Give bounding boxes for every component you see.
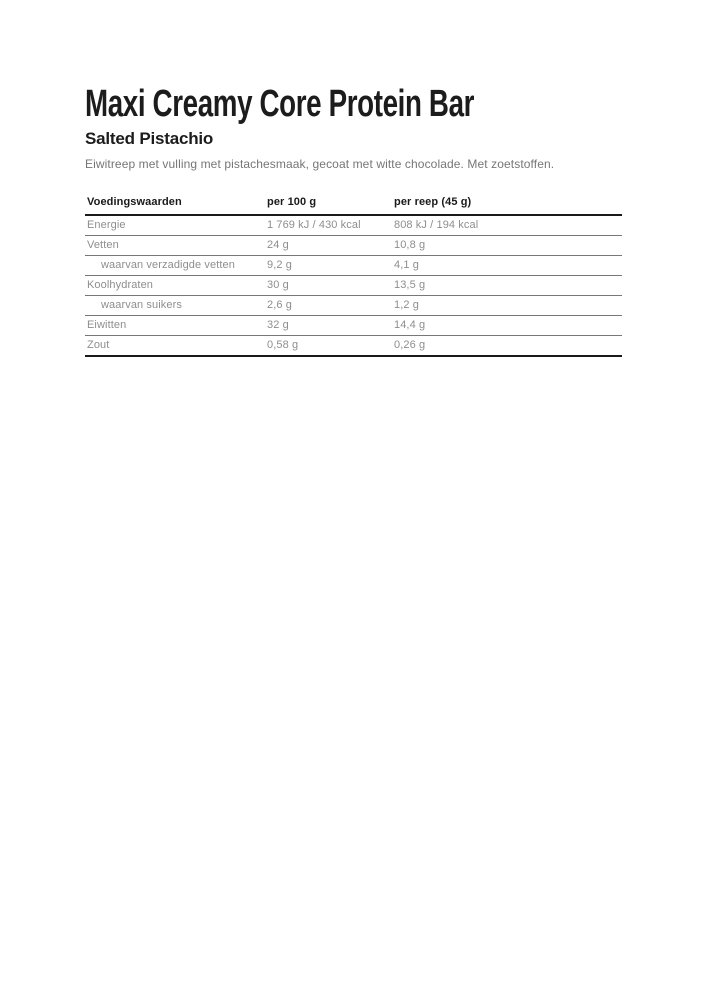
nutrition-table-header-row xyxy=(85,196,622,215)
cell-label: Koolhydraten xyxy=(85,276,265,296)
column-header-per-100g: per 100 g xyxy=(265,196,392,215)
cell-per-100g: 24 g xyxy=(265,236,392,256)
table-row xyxy=(85,215,622,236)
cell-per-100g: 1 769 kJ / 430 kcal xyxy=(265,215,392,236)
cell-per-reep: 13,5 g xyxy=(392,276,622,296)
cell-label: Eiwitten xyxy=(85,316,265,336)
table-row xyxy=(85,256,622,276)
column-header-voedingswaarden: Voedingswaarden xyxy=(85,196,265,215)
page-title: Maxi Creamy Core Protein Bar xyxy=(85,83,475,125)
cell-label: waarvan suikers xyxy=(85,296,265,316)
table-row xyxy=(85,236,622,256)
cell-per-reep: 808 kJ / 194 kcal xyxy=(392,215,622,236)
cell-label: Zout xyxy=(85,336,265,357)
cell-per-100g: 30 g xyxy=(265,276,392,296)
table-row xyxy=(85,336,622,357)
table-row xyxy=(85,296,622,316)
cell-per-reep: 10,8 g xyxy=(392,236,622,256)
cell-per-reep: 1,2 g xyxy=(392,296,622,316)
cell-per-reep: 0,26 g xyxy=(392,336,622,357)
nutrition-table xyxy=(85,196,622,357)
table-row xyxy=(85,316,622,336)
cell-label: waarvan verzadigde vetten xyxy=(85,256,265,276)
content-area xyxy=(85,84,622,357)
cell-per-100g: 9,2 g xyxy=(265,256,392,276)
cell-label: Energie xyxy=(85,215,265,236)
cell-per-reep: 14,4 g xyxy=(392,316,622,336)
cell-per-100g: 2,6 g xyxy=(265,296,392,316)
table-row xyxy=(85,276,622,296)
column-header-per-reep: per reep (45 g) xyxy=(392,196,622,215)
product-flavor-subtitle: Salted Pistachio xyxy=(85,129,214,148)
cell-label: Vetten xyxy=(85,236,265,256)
product-description: Eiwitreep met vulling met pistachesmaak, gecoat met witte chocolade. Met zoetstoffen. xyxy=(85,157,555,171)
nutrition-table-body xyxy=(85,215,622,356)
cell-per-100g: 32 g xyxy=(265,316,392,336)
cell-per-reep: 4,1 g xyxy=(392,256,622,276)
cell-per-100g: 0,58 g xyxy=(265,336,392,357)
